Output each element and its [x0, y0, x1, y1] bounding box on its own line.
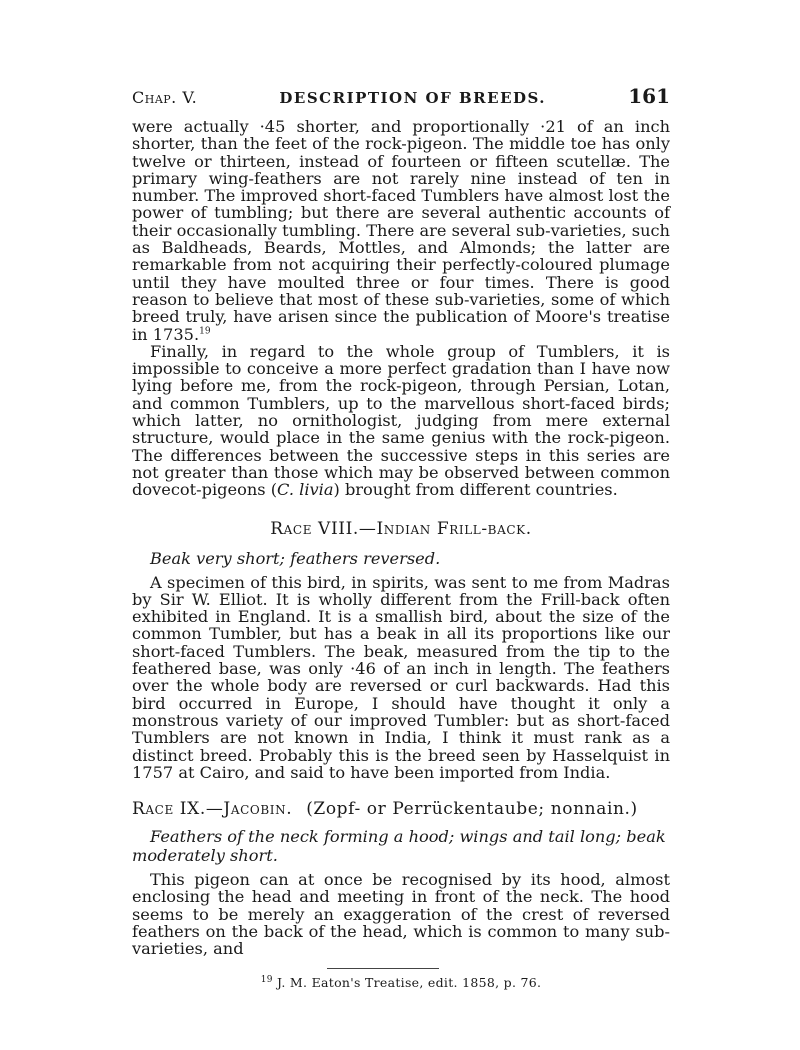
footnote [132, 975, 670, 990]
section-heading-race-9 [132, 799, 670, 819]
paragraph-tumblers-continued [132, 118, 670, 343]
chapter-label: Chap. V. [132, 88, 198, 107]
paragraph-text: ) brought from different countries. [333, 480, 618, 500]
paragraph-text: Finally, in regard to the whole group of Tumblers, it is impossible to conceive a more perfect gradation than I have now lying before me, from the rock-pigeon, through Persian, Lotan, and common Tumblers, up to the marvellous short-faced birds; which latter, no ornithologist, judging from mere external structure, would place in the same genius with the rock-pigeon. The differences between the successive steps in this series are not greater than those which may be observed between common dovecot-pigeons ( [132, 341, 670, 500]
running-header [132, 84, 670, 118]
footnote-marker: 19 [260, 974, 273, 985]
footnote-text: J. M. Eaton's Treatise, edit. 1858, p. 76. [277, 974, 542, 990]
paragraph-text: were actually ·45 shorter, and proportionally ·21 of an inch shorter, than the feet of the rock-pigeon. The middle toe has only twelve or thirteen, instead of fourteen or fifteen scutellæ. The primary wing-feathers are not rarely nine instead of ten in number. The improved short-faced Tumblers have almost lost the power of tumbling; but there are several authentic accounts of their occasionally tumbling. There are several sub-varieties, such as Baldheads, Beards, Mottles, and Almonds; the latter are remarkable from not acquiring their perfectly-coloured plumage until they have moulted three or four times. There is good reason to believe that most of these sub-varieties, some of which breed truly, have arisen since the publication of Moore's treatise in 1735. [132, 117, 670, 344]
race-9-synonyms: (Zopf- or Perrückentaube; nonnain.) [306, 799, 638, 820]
footnote-reference: 19 [199, 326, 211, 337]
section-heading-race-8: Race VIII.—Indian Frill-back. [270, 518, 532, 539]
race-9-title: Race IX.—Jacobin. [132, 799, 293, 820]
footnote-divider [327, 968, 439, 969]
race-8-diagnosis: Beak very short; feathers reversed. [150, 548, 441, 568]
species-name: C. livia [277, 480, 334, 500]
race-9-description: This pigeon can at once be recognised by its hood, almost enclosing the head and meeting in front of the neck. The hood seems to be merely an exaggeration of the crest of reversed feathers on the back of the head, which is common to many sub-varieties, and [132, 870, 670, 959]
running-title: DESCRIPTION OF BREEDS. [279, 89, 547, 107]
paragraph-tumblers-gradation [132, 343, 670, 499]
race-9-diagnosis: Feathers of the neck forming a hood; wings and tail long; beak moderately short. [132, 827, 666, 866]
race-8-description: A specimen of this bird, in spirits, was sent to me from Madras by Sir W. Elliot. It is wholly different from the Frill-back often exhibited in England. It is a smallish bird, about the size of the common Tumbler, but has a beak in all its proportions like our short-faced Tumblers. The beak, measured from the tip to the feathered base, was only ·46 of an inch in length. The feathers over the whole body are reversed or curl backwards. Had this bird occurred in Europe, I should have thought it only a monstrous variety of our improved Tumbler: but as short-faced Tumblers are not known in India, I think it must rank as a distinct breed. Probably this is the breed seen by Hasselquist in 1757 at Cairo, and said to have been imported from India. [132, 572, 670, 782]
page-number: 161 [628, 84, 670, 108]
